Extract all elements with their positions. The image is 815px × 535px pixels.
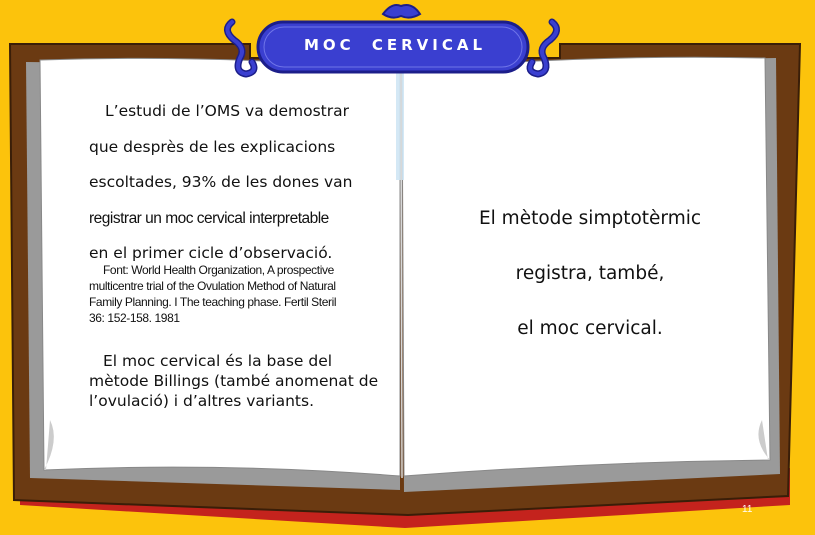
book-spine bbox=[401, 70, 402, 478]
left-paragraph-2 bbox=[89, 351, 399, 411]
citation-line: multicentre trial of the Ovulation Method of Natural bbox=[89, 279, 336, 293]
left-paragraph-1-line: en el primer cicle d’observació. bbox=[89, 244, 333, 262]
left-paragraph-2-line: El moc cervical és la base del bbox=[103, 352, 333, 370]
right-page-line: El mètode simptotèrmic bbox=[478, 208, 702, 229]
left-paragraph-1-line: L’estudi de l’OMS va demostrar bbox=[105, 102, 349, 120]
left-paragraph-2-line: mètode Billings (també anomenat de bbox=[89, 372, 379, 390]
source-citation bbox=[89, 262, 379, 326]
left-paragraph-1 bbox=[89, 94, 389, 272]
left-paragraph-1-line: registrar un moc cervical interpretable bbox=[89, 209, 329, 227]
citation-line: Font: World Health Organization, A prospective bbox=[103, 263, 334, 277]
citation-line: Family Planning. I The teaching phase. Fertil Steril bbox=[89, 295, 337, 309]
left-paragraph-1-line: que desprès de les explicacions bbox=[89, 137, 336, 156]
right-page-line: registra, també, bbox=[515, 263, 665, 284]
citation-line: 36: 152-158. 1981 bbox=[89, 311, 180, 325]
slide-page-number: 11 bbox=[742, 504, 753, 515]
banner-title: MOC CERVICAL bbox=[303, 36, 487, 54]
right-page-text bbox=[445, 198, 735, 363]
left-paragraph-1-line: escoltades, 93% de les dones van bbox=[89, 173, 353, 191]
right-page-line: el moc cervical. bbox=[517, 318, 663, 339]
book-spine-highlight bbox=[396, 70, 404, 180]
left-paragraph-2-line: l’ovulació) i d’altres variants. bbox=[89, 392, 315, 410]
